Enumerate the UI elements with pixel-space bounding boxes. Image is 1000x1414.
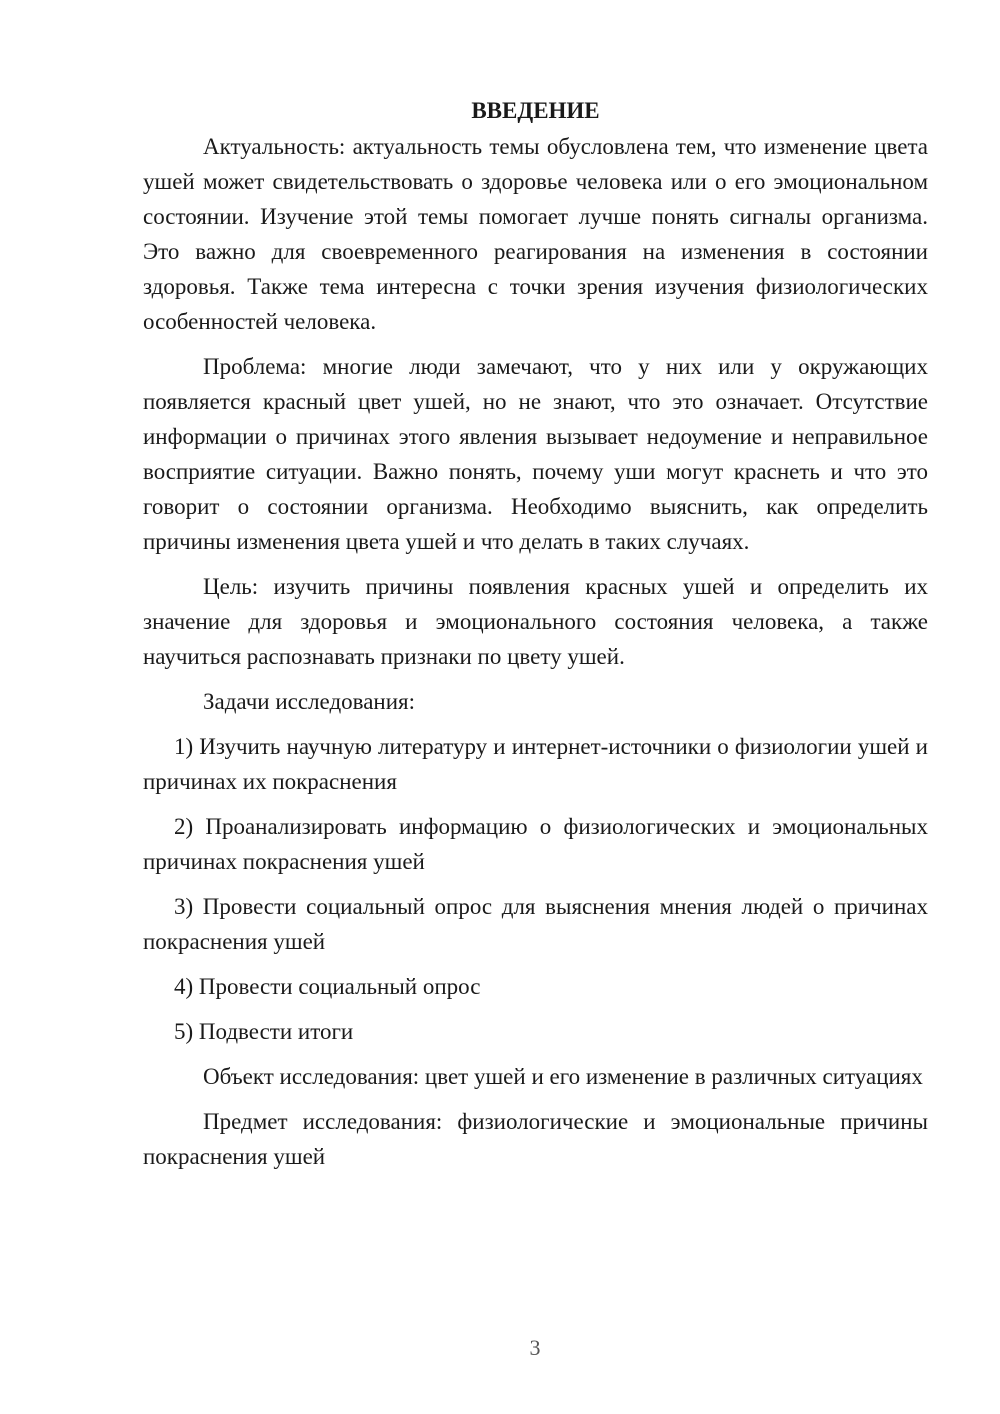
task-item-5: 5) Подвести итоги [174,1019,354,1044]
page-title: ВВЕДЕНИЕ [471,98,600,123]
task-item-4: 4) Провести социальный опрос [174,974,481,999]
goal-paragraph: Цель: изучить причины появления красных ушей и определить их значение для здоровья и эмоционального состояния человека, а также научиться распознавать признаки по цвету ушей. [143,574,928,669]
tasks-heading: Задачи исследования: [203,689,416,714]
problem-paragraph: Проблема: многие люди замечают, что у них или у окружающих появляется красный цвет ушей, но не знают, что это означает. Отсутствие информации о причинах этого явления вызывает недоумение и неправильное восприятие ситуации. Важно понять, почему уши могут краснеть и что это говорит о состоянии организма. Необходимо выяснить, как определить причины изменения цвета ушей и что делать в таких случаях. [143,354,928,554]
page-number: 3 [529,1335,541,1360]
task-item-3: 3) Провести социальный опрос для выяснения мнения людей о причинах покраснения ушей [143,894,928,954]
task-item-2: 2) Проанализировать информацию о физиологических и эмоциональных причинах покраснения ушей [143,814,928,874]
page-content [143,93,928,1184]
research-subject-paragraph: Предмет исследования: физиологические и эмоциональные причины покраснения ушей [143,1109,928,1169]
task-item-1: 1) Изучить научную литературу и интернет-источники о физиологии ушей и причинах их покраснения [143,734,928,794]
relevance-paragraph: Актуальность: актуальность темы обусловлена тем, что изменение цвета ушей может свидетельствовать о здоровье человека или о его эмоциональном состоянии. Изучение этой темы помогает лучше понять сигналы организма. Это важно для своевременного реагирования на изменения в состоянии здоровья. Также тема интересна с точки зрения изучения физиологических особенностей человека. [143,134,928,334]
research-object-paragraph: Объект исследования: цвет ушей и его изменение в различных ситуациях [203,1064,923,1089]
tasks-list [143,729,928,1049]
